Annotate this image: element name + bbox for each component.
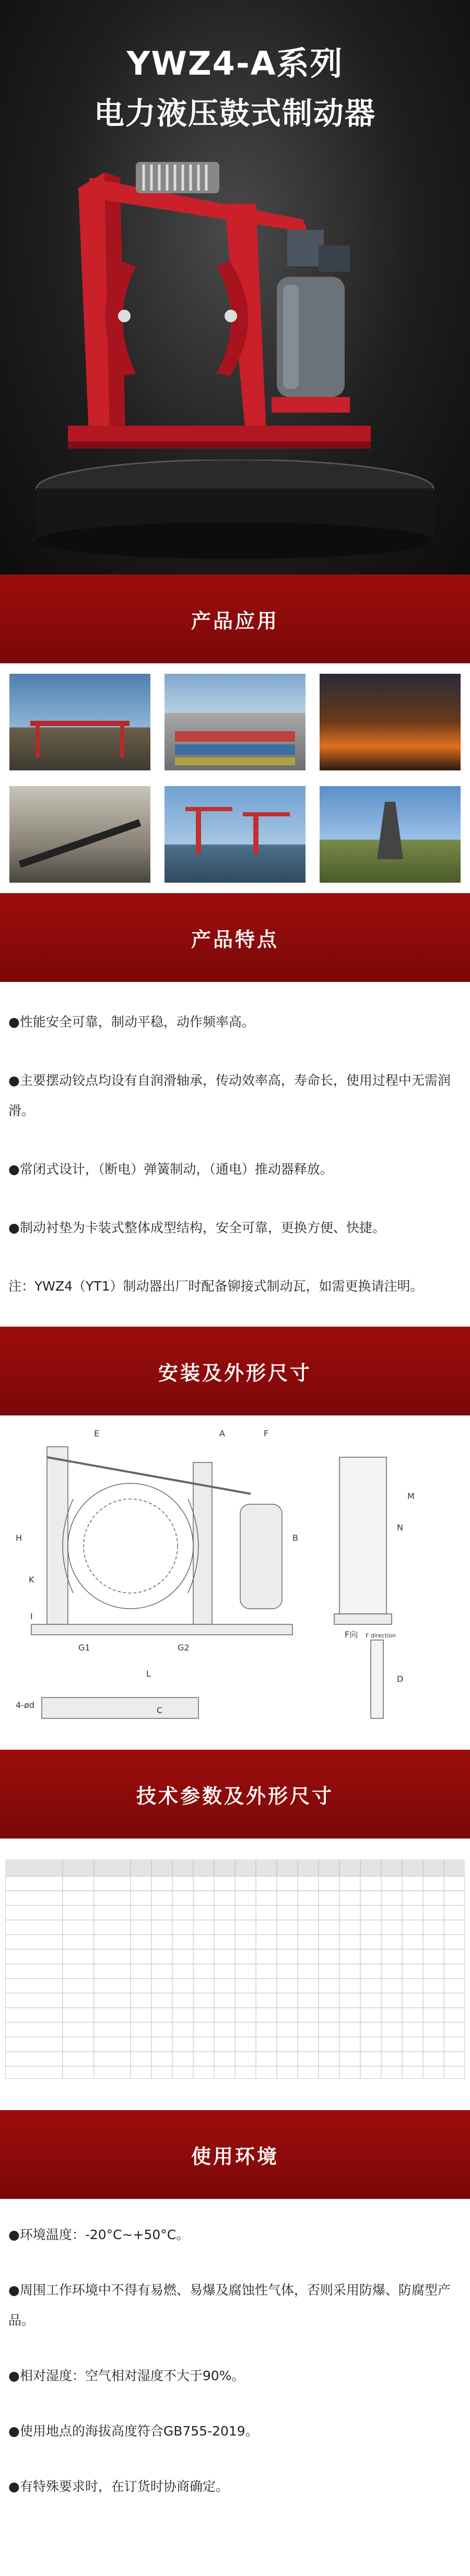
feature-item: ●性能安全可靠，制动平稳，动作频率高。 [8,1014,255,1029]
dim-label-k: K [29,1575,34,1585]
features-heading: 产品特点 [191,928,279,951]
environment-item: ●使用地点的海拔高度符合GB755-2019。 [8,2423,258,2439]
dim-label-b: B [292,1533,298,1543]
environment-item: ●环境温度：-20°C~+50°C。 [8,2227,190,2242]
feature-item: ●制动衬垫为卡装式整体成型结构，安全可靠，更换方便、快捷。 [8,1220,385,1235]
dim-label-hole: 4-ød [16,1700,34,1710]
dim-label-i: I [30,1611,33,1621]
dim-label-a: A [219,1428,225,1438]
photo-conveyor [9,786,150,883]
params-banner [0,1750,470,1839]
dim-label-g2: G2 [178,1643,190,1653]
display-podium [31,460,439,559]
hero-title-model: YWZ4-A系列 [126,44,344,83]
environment-item: ●相对湿度：空气相对湿度不大于90%。 [8,2368,245,2383]
install-drawing [0,1415,470,1750]
feature-item: ●常闭式设计，（断电）弹簧制动，（通电）推动器释放。 [8,1162,333,1177]
dim-label-m: M [407,1491,415,1501]
application-heading: 产品应用 [191,609,279,633]
hero-section [0,0,470,575]
application-gallery [0,663,470,893]
dimension-drawing [0,1415,470,1750]
photo-gantry-crane [9,674,150,770]
dim-label-f: F [264,1428,269,1438]
feature-note: 注：YWZ4（YT1）制动器出厂时配备铆接式制动瓦，如需更换请注明。 [8,1279,424,1294]
params-table-image [0,1839,470,2110]
install-banner [0,1327,470,1415]
install-heading: 安装及外形尺寸 [158,1361,312,1385]
dim-label-f-direction: F direction [366,1632,396,1639]
photo-steel-mill [320,674,461,770]
environment-banner [0,2110,470,2199]
dim-label-h: H [16,1533,22,1543]
environment-heading: 使用环境 [191,2145,279,2168]
feature-item: ●主要摆动铰点均设有自润滑轴承，传动效率高，寿命长，使用过程中无需润滑。 [8,1073,451,1118]
params-heading: 技术参数及外形尺寸 [136,1784,334,1808]
environment-item: ●有特殊要求时，在订货时协商确定。 [8,2479,229,2494]
brake-product-image [57,141,413,465]
dim-label-f-view: F向 [345,1630,358,1640]
features-banner [0,893,470,982]
dim-label-n: N [397,1523,403,1532]
dim-label-e: E [94,1428,100,1438]
dim-label-l: L [146,1669,151,1679]
photo-container-yard [164,674,306,770]
environment-list [0,2199,470,2502]
photo-port-cranes [164,786,306,883]
dim-label-g1: G1 [78,1643,90,1653]
features-list [0,982,470,1327]
application-banner [0,575,470,663]
params-table-graphic [5,1859,465,2079]
hero-title-name: 电力液压鼓式制动器 [93,96,376,131]
environment-item: ●周围工作环境中不得有易燃、易爆及腐蚀性气体，否则采用防爆、防腐型产品。 [8,2282,451,2328]
dim-label-d: D [397,1674,404,1684]
dim-label-c: C [157,1705,163,1715]
photo-drilling-rig [320,786,461,883]
